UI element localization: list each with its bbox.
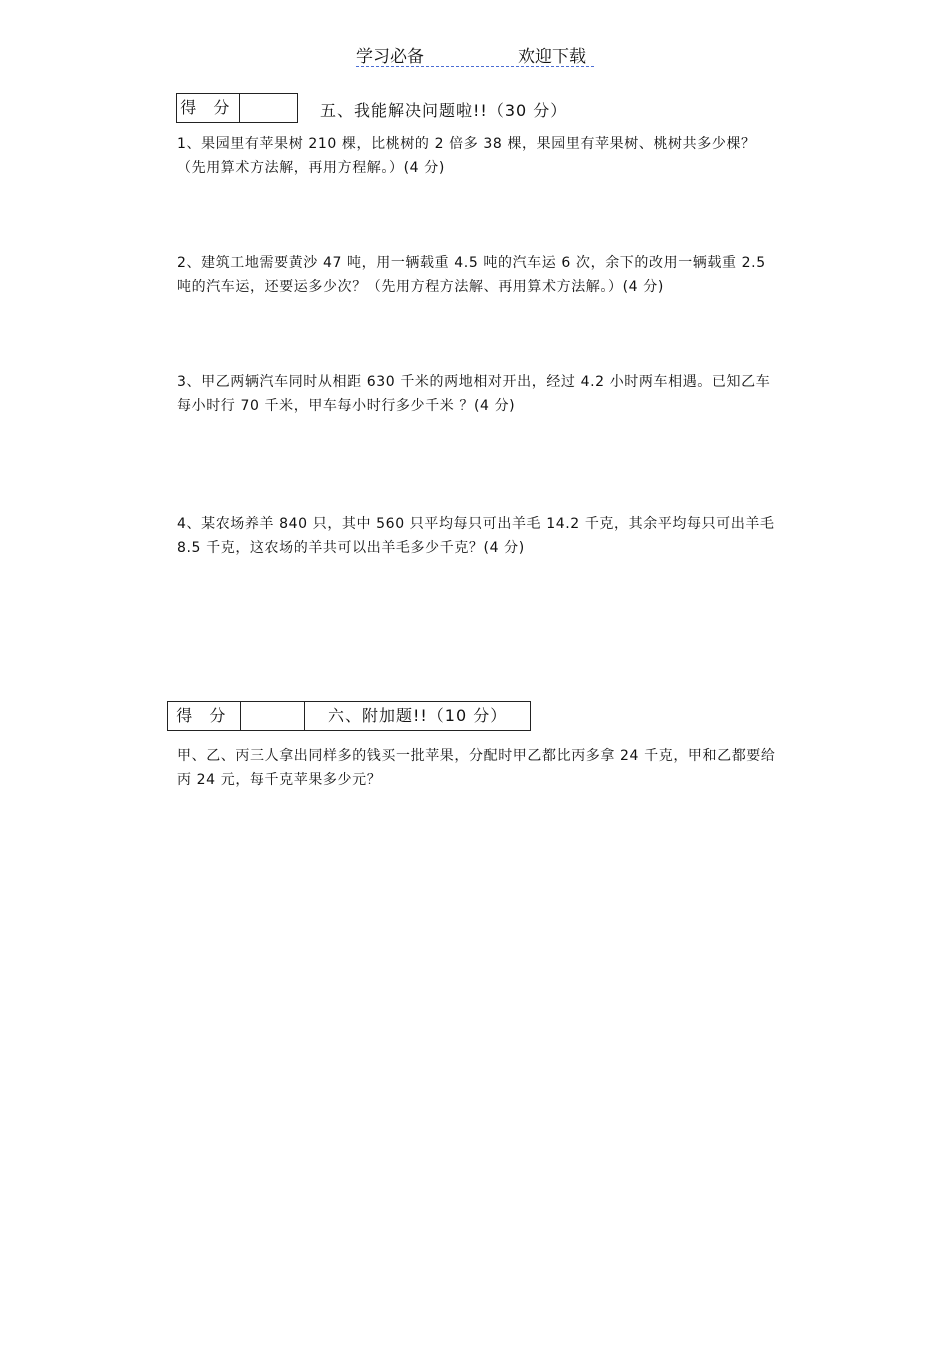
score-label: 得 分 xyxy=(168,702,241,731)
score-blank xyxy=(240,702,305,731)
page-header xyxy=(356,42,594,67)
question-4: 4、某农场养羊 840 只，其中 560 只平均每只可出羊毛 14.2 千克，其余平均每只可出羊毛 8.5 千克，这农场的羊共可以出羊毛多少千克？(4 分) xyxy=(177,516,775,556)
question-3: 3、甲乙两辆汽车同时从相距 630 千米的两地相对开出，经过 4.2 小时两车相遇。已知乙车每小时行 70 千米，甲车每小时行多少千米 ？(4 分) xyxy=(177,374,771,414)
header-left-text: 学习必备 xyxy=(356,47,424,67)
section5-title: 五、我能解决问题啦!!（30 分） xyxy=(320,101,568,120)
section6-title: 六、附加题!!（10 分） xyxy=(305,702,531,731)
bonus-question: 甲、乙、丙三人拿出同样多的钱买一批苹果，分配时甲乙都比丙多拿 24 千克，甲和乙都要给丙 24 元，每千克苹果多少元？ xyxy=(177,748,776,788)
question-1: 1、果园里有苹果树 210 棵，比桃树的 2 倍多 38 棵，果园里有苹果树、桃树共多少棵？（先用算术方法解，再用方程解。）(4 分) xyxy=(177,136,756,176)
score-box-section6 xyxy=(167,701,531,731)
score-blank xyxy=(239,94,297,123)
question-2: 2、建筑工地需要黄沙 47 吨，用一辆载重 4.5 吨的汽车运 6 次，余下的改用一辆载重 2.5 吨的汽车运，还要运多少次？（先用方程方法解、再用算术方法解。）(4 分) xyxy=(177,255,766,295)
header-right-text: 欢迎下载 xyxy=(518,47,586,67)
score-box-section5 xyxy=(176,93,298,123)
score-label: 得 分 xyxy=(177,94,240,123)
